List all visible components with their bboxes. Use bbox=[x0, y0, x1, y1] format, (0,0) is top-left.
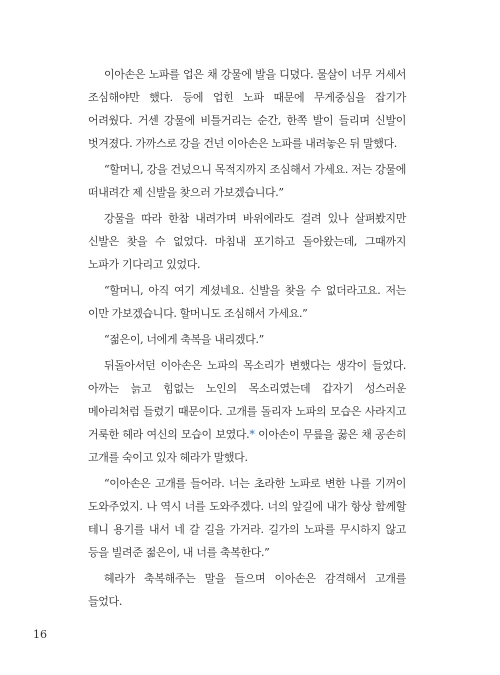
body-text bbox=[88, 63, 406, 616]
footnote-marker[interactable]: * bbox=[249, 428, 255, 441]
page-number: 16 bbox=[33, 628, 47, 641]
paragraph: “할머니, 강을 건넜으니 목적지까지 조심해서 가세요. 저는 강물에 떠내려간 제 신발을 찾으러 가보겠습니다.” bbox=[88, 163, 406, 199]
paragraph-text: 뒤돌아서던 이아손은 노파의 목소리가 변했다는 생각이 들었다. 아까는 늙고 힘없는 노인의 목소리였는데 갑자기 성스러운 메아리처럼 들렸기 때문이다. 고개를 돌리자 노파의 모습은 사라지고 거룩한 헤라 여신의 모습이 보였다. bbox=[88, 359, 406, 441]
paragraph: 이아손은 노파를 업은 채 강물에 발을 디뎠다. 물살이 너무 거세서 조심해야만 했다. 등에 업힌 노파 때문에 무게중심을 잡기가 어려웠다. 거센 강물에 비틀거리는 순간, 한쪽 발이 들리며 신발이 벗겨졌다. 가까스로 강을 건넌 이아손은 노파를 내려놓은 뒤 말했다. bbox=[88, 68, 406, 150]
paragraph-text-continued: 이아손이 무릎을 꿇은 채 공손히 고개를 숙이고 있자 헤라가 말했다. bbox=[88, 428, 406, 464]
paragraph: 헤라가 축복해주는 말을 들으며 이아손은 감격해서 고개를 들었다. bbox=[88, 572, 406, 608]
paragraph: “젊은이, 너에게 축복을 내리겠다.” bbox=[104, 333, 264, 346]
paragraph: “할머니, 아직 여기 계셨네요. 신발을 찾을 수 없더라고요. 저는 이만 가보겠습니다. 할머니도 조심해서 가세요.” bbox=[88, 284, 406, 320]
paragraph-with-footnote bbox=[88, 354, 406, 469]
paragraph: “이아손은 고개를 들어라. 너는 초라한 노파로 변한 나를 기꺼이 도와주었지. 나 역시 너를 도와주겠다. 너의 앞길에 내가 항상 함께할 테니 용기를 내서 네 갈 길을 가거라. 길가의 노파를 무시하지 않고 등을 빌려준 젊은이, 내 너를 축복한다.” bbox=[88, 477, 406, 559]
paragraph: 강물을 따라 한참 내려가며 바위에라도 걸려 있나 살펴봤지만 신발은 찾을 수 없었다. 마침내 포기하고 돌아왔는데, 그때까지 노파가 기다리고 있었다. bbox=[88, 212, 406, 271]
